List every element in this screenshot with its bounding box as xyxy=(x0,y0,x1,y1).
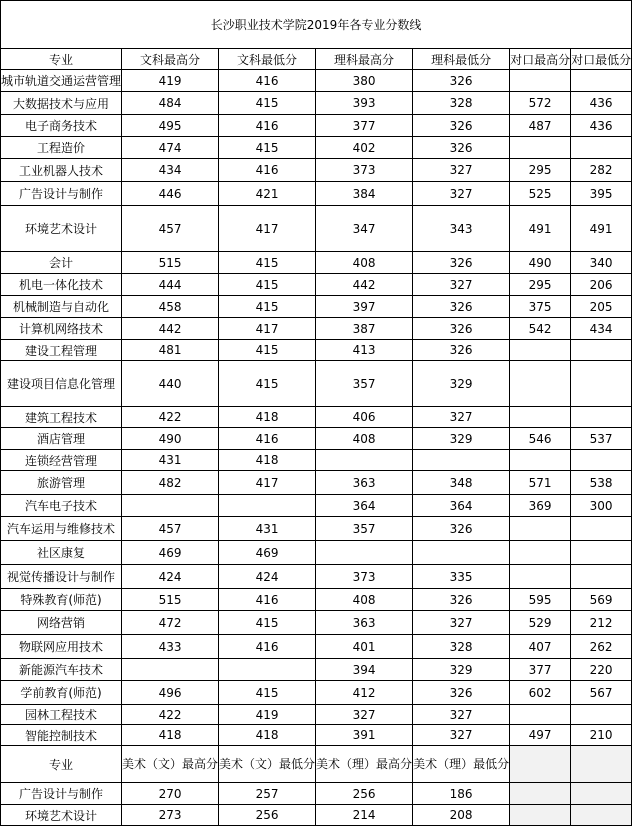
science-min-cell: 329 xyxy=(413,659,510,681)
art-header-major: 专业 xyxy=(1,746,122,783)
arts-max-cell: 422 xyxy=(122,705,219,725)
science-max-cell: 442 xyxy=(316,274,413,296)
major-name: 园林工程技术 xyxy=(1,705,122,725)
science-min-cell: 327 xyxy=(413,407,510,428)
vocational-max-cell: 407 xyxy=(510,635,571,659)
vocational-min-cell: 340 xyxy=(571,252,632,274)
art-arts-min-cell: 257 xyxy=(219,783,316,805)
major-name: 物联网应用技术 xyxy=(1,635,122,659)
science-min-cell: 327 xyxy=(413,274,510,296)
science-max-cell: 347 xyxy=(316,206,413,252)
vocational-min-cell: 205 xyxy=(571,296,632,318)
major-name: 机械制造与自动化 xyxy=(1,296,122,318)
vocational-max-cell: 491 xyxy=(510,206,571,252)
vocational-max-cell: 490 xyxy=(510,252,571,274)
arts-max-cell xyxy=(122,495,219,517)
arts-min-cell: 417 xyxy=(219,471,316,495)
science-max-cell: 363 xyxy=(316,471,413,495)
arts-max-cell: 484 xyxy=(122,92,219,115)
art-science-min-cell: 186 xyxy=(413,783,510,805)
arts-min-cell: 416 xyxy=(219,589,316,611)
science-min-cell: 328 xyxy=(413,92,510,115)
table-row xyxy=(1,318,632,340)
empty-cell xyxy=(571,783,632,805)
vocational-max-cell: 377 xyxy=(510,659,571,681)
science-max-cell: 394 xyxy=(316,659,413,681)
vocational-max-cell xyxy=(510,137,571,159)
major-name: 视觉传播设计与制作 xyxy=(1,565,122,589)
science-min-cell: 326 xyxy=(413,115,510,137)
science-max-cell: 401 xyxy=(316,635,413,659)
art-arts-max-cell: 270 xyxy=(122,783,219,805)
header-major: 专业 xyxy=(1,49,122,70)
vocational-min-cell: 210 xyxy=(571,725,632,746)
header-art-science-min: 美术（理）最低分 xyxy=(413,746,510,783)
table-row xyxy=(1,681,632,705)
art-arts-min-cell: 256 xyxy=(219,805,316,826)
vocational-min-cell: 206 xyxy=(571,274,632,296)
arts-max-cell: 472 xyxy=(122,611,219,635)
vocational-max-cell: 546 xyxy=(510,428,571,450)
table-row xyxy=(1,182,632,206)
arts-min-cell: 415 xyxy=(219,252,316,274)
art-science-max-cell: 214 xyxy=(316,805,413,826)
arts-max-cell xyxy=(122,659,219,681)
table-row xyxy=(1,137,632,159)
major-name: 智能控制技术 xyxy=(1,725,122,746)
table-row xyxy=(1,635,632,659)
arts-max-cell: 474 xyxy=(122,137,219,159)
vocational-max-cell xyxy=(510,407,571,428)
science-min-cell: 326 xyxy=(413,70,510,92)
arts-max-cell: 442 xyxy=(122,318,219,340)
header-arts-max: 文科最高分 xyxy=(122,49,219,70)
arts-max-cell: 469 xyxy=(122,541,219,565)
science-max-cell: 387 xyxy=(316,318,413,340)
major-name: 社区康复 xyxy=(1,541,122,565)
arts-min-cell: 431 xyxy=(219,517,316,541)
major-name: 连锁经营管理 xyxy=(1,450,122,471)
vocational-max-cell xyxy=(510,705,571,725)
science-min-cell: 335 xyxy=(413,565,510,589)
vocational-min-cell xyxy=(571,70,632,92)
major-name: 网络营销 xyxy=(1,611,122,635)
science-min-cell: 327 xyxy=(413,159,510,182)
vocational-min-cell xyxy=(571,565,632,589)
major-name: 建设项目信息化管理 xyxy=(1,361,122,407)
science-min-cell: 326 xyxy=(413,252,510,274)
arts-max-cell: 446 xyxy=(122,182,219,206)
vocational-max-cell: 529 xyxy=(510,611,571,635)
vocational-min-cell xyxy=(571,361,632,407)
table-row xyxy=(1,296,632,318)
vocational-min-cell xyxy=(571,705,632,725)
header-row xyxy=(1,49,632,70)
arts-min-cell: 416 xyxy=(219,159,316,182)
table-row xyxy=(1,361,632,407)
header-art-science-max: 美术（理）最高分 xyxy=(316,746,413,783)
science-max-cell: 397 xyxy=(316,296,413,318)
table-row xyxy=(1,725,632,746)
art-table-row xyxy=(1,805,632,826)
arts-max-cell: 434 xyxy=(122,159,219,182)
science-max-cell: 357 xyxy=(316,517,413,541)
vocational-max-cell: 595 xyxy=(510,589,571,611)
science-min-cell: 326 xyxy=(413,681,510,705)
arts-max-cell: 424 xyxy=(122,565,219,589)
major-name: 环境艺术设计 xyxy=(1,206,122,252)
arts-max-cell: 419 xyxy=(122,70,219,92)
vocational-max-cell: 542 xyxy=(510,318,571,340)
vocational-max-cell xyxy=(510,70,571,92)
major-name: 建筑工程技术 xyxy=(1,407,122,428)
arts-min-cell: 417 xyxy=(219,206,316,252)
arts-min-cell: 415 xyxy=(219,296,316,318)
title-row xyxy=(1,1,632,49)
arts-max-cell: 440 xyxy=(122,361,219,407)
science-min-cell: 326 xyxy=(413,589,510,611)
header-vocational-max: 对口最高分 xyxy=(510,49,571,70)
arts-min-cell: 419 xyxy=(219,705,316,725)
vocational-max-cell: 525 xyxy=(510,182,571,206)
vocational-max-cell xyxy=(510,361,571,407)
science-min-cell: 329 xyxy=(413,361,510,407)
empty-cell xyxy=(510,805,571,826)
vocational-max-cell: 295 xyxy=(510,159,571,182)
table-row xyxy=(1,611,632,635)
science-min-cell: 327 xyxy=(413,705,510,725)
vocational-min-cell: 537 xyxy=(571,428,632,450)
science-min-cell xyxy=(413,541,510,565)
arts-min-cell: 424 xyxy=(219,565,316,589)
arts-max-cell: 490 xyxy=(122,428,219,450)
arts-min-cell: 418 xyxy=(219,407,316,428)
vocational-max-cell xyxy=(510,517,571,541)
vocational-max-cell xyxy=(510,541,571,565)
arts-min-cell: 415 xyxy=(219,361,316,407)
table-row xyxy=(1,428,632,450)
arts-min-cell: 415 xyxy=(219,137,316,159)
science-max-cell: 377 xyxy=(316,115,413,137)
table-row xyxy=(1,659,632,681)
art-arts-max-cell: 273 xyxy=(122,805,219,826)
major-name: 广告设计与制作 xyxy=(1,182,122,206)
science-max-cell: 406 xyxy=(316,407,413,428)
arts-max-cell: 515 xyxy=(122,589,219,611)
table-row xyxy=(1,495,632,517)
score-table-body xyxy=(1,1,632,826)
arts-min-cell: 417 xyxy=(219,318,316,340)
art-header-row xyxy=(1,746,632,783)
arts-max-cell: 495 xyxy=(122,115,219,137)
art-science-min-cell: 208 xyxy=(413,805,510,826)
vocational-min-cell: 491 xyxy=(571,206,632,252)
vocational-min-cell: 569 xyxy=(571,589,632,611)
major-name: 城市轨道交通运营管理 xyxy=(1,70,122,92)
header-art-arts-max: 美术（文）最高分 xyxy=(122,746,219,783)
table-row xyxy=(1,92,632,115)
arts-max-cell: 496 xyxy=(122,681,219,705)
table-row xyxy=(1,541,632,565)
vocational-max-cell: 487 xyxy=(510,115,571,137)
vocational-min-cell: 220 xyxy=(571,659,632,681)
science-max-cell: 380 xyxy=(316,70,413,92)
vocational-min-cell xyxy=(571,517,632,541)
science-min-cell: 326 xyxy=(413,137,510,159)
science-min-cell: 327 xyxy=(413,725,510,746)
major-name: 工业机器人技术 xyxy=(1,159,122,182)
science-max-cell: 393 xyxy=(316,92,413,115)
vocational-max-cell: 295 xyxy=(510,274,571,296)
arts-max-cell: 444 xyxy=(122,274,219,296)
science-max-cell: 373 xyxy=(316,159,413,182)
science-min-cell: 327 xyxy=(413,611,510,635)
major-name: 汽车电子技术 xyxy=(1,495,122,517)
vocational-min-cell xyxy=(571,137,632,159)
science-min-cell: 364 xyxy=(413,495,510,517)
science-max-cell: 327 xyxy=(316,705,413,725)
arts-min-cell: 416 xyxy=(219,635,316,659)
science-max-cell: 408 xyxy=(316,428,413,450)
arts-max-cell: 515 xyxy=(122,252,219,274)
art-table-row xyxy=(1,783,632,805)
science-min-cell: 328 xyxy=(413,635,510,659)
arts-min-cell xyxy=(219,659,316,681)
vocational-max-cell xyxy=(510,450,571,471)
arts-min-cell: 415 xyxy=(219,274,316,296)
science-min-cell: 348 xyxy=(413,471,510,495)
major-name: 会计 xyxy=(1,252,122,274)
vocational-min-cell xyxy=(571,407,632,428)
arts-max-cell: 457 xyxy=(122,517,219,541)
table-row xyxy=(1,70,632,92)
vocational-max-cell: 497 xyxy=(510,725,571,746)
science-min-cell: 326 xyxy=(413,296,510,318)
vocational-min-cell: 395 xyxy=(571,182,632,206)
science-max-cell: 412 xyxy=(316,681,413,705)
arts-max-cell: 481 xyxy=(122,340,219,361)
major-name: 工程造价 xyxy=(1,137,122,159)
table-row xyxy=(1,252,632,274)
science-max-cell xyxy=(316,450,413,471)
table-row xyxy=(1,471,632,495)
sheet-title: 长沙职业技术学院2019年各专业分数线 xyxy=(1,1,632,49)
science-max-cell: 413 xyxy=(316,340,413,361)
empty-cell xyxy=(571,805,632,826)
vocational-min-cell: 567 xyxy=(571,681,632,705)
header-science-min: 理科最低分 xyxy=(413,49,510,70)
science-max-cell: 391 xyxy=(316,725,413,746)
arts-min-cell: 415 xyxy=(219,681,316,705)
header-arts-min: 文科最低分 xyxy=(219,49,316,70)
vocational-min-cell xyxy=(571,450,632,471)
arts-min-cell: 421 xyxy=(219,182,316,206)
major-name: 机电一体化技术 xyxy=(1,274,122,296)
table-row xyxy=(1,159,632,182)
header-science-max: 理科最高分 xyxy=(316,49,413,70)
science-max-cell: 364 xyxy=(316,495,413,517)
major-name: 环境艺术设计 xyxy=(1,805,122,826)
vocational-min-cell xyxy=(571,541,632,565)
major-name: 电子商务技术 xyxy=(1,115,122,137)
science-min-cell: 326 xyxy=(413,517,510,541)
empty-cell xyxy=(571,746,632,783)
arts-min-cell: 416 xyxy=(219,115,316,137)
major-name: 大数据技术与应用 xyxy=(1,92,122,115)
arts-max-cell: 457 xyxy=(122,206,219,252)
vocational-min-cell: 538 xyxy=(571,471,632,495)
table-row xyxy=(1,206,632,252)
header-art-arts-min: 美术（文）最低分 xyxy=(219,746,316,783)
vocational-max-cell xyxy=(510,340,571,361)
science-min-cell: 326 xyxy=(413,340,510,361)
arts-max-cell: 422 xyxy=(122,407,219,428)
vocational-min-cell: 434 xyxy=(571,318,632,340)
vocational-min-cell: 300 xyxy=(571,495,632,517)
table-row xyxy=(1,115,632,137)
vocational-min-cell xyxy=(571,340,632,361)
science-max-cell: 408 xyxy=(316,589,413,611)
major-name: 计算机网络技术 xyxy=(1,318,122,340)
table-row xyxy=(1,517,632,541)
science-max-cell: 363 xyxy=(316,611,413,635)
table-row xyxy=(1,589,632,611)
arts-max-cell: 431 xyxy=(122,450,219,471)
science-min-cell: 326 xyxy=(413,318,510,340)
table-row xyxy=(1,340,632,361)
arts-min-cell: 415 xyxy=(219,92,316,115)
arts-max-cell: 482 xyxy=(122,471,219,495)
header-vocational-min: 对口最低分 xyxy=(571,49,632,70)
major-name: 广告设计与制作 xyxy=(1,783,122,805)
arts-min-cell: 415 xyxy=(219,340,316,361)
arts-min-cell: 416 xyxy=(219,70,316,92)
vocational-min-cell: 436 xyxy=(571,115,632,137)
science-max-cell xyxy=(316,541,413,565)
empty-cell xyxy=(510,746,571,783)
arts-min-cell: 418 xyxy=(219,725,316,746)
vocational-min-cell: 262 xyxy=(571,635,632,659)
science-min-cell xyxy=(413,450,510,471)
arts-min-cell xyxy=(219,495,316,517)
major-name: 酒店管理 xyxy=(1,428,122,450)
vocational-max-cell: 369 xyxy=(510,495,571,517)
vocational-max-cell: 602 xyxy=(510,681,571,705)
science-max-cell: 357 xyxy=(316,361,413,407)
table-row xyxy=(1,274,632,296)
major-name: 汽车运用与维修技术 xyxy=(1,517,122,541)
arts-max-cell: 418 xyxy=(122,725,219,746)
major-name: 特殊教育(师范) xyxy=(1,589,122,611)
science-max-cell: 384 xyxy=(316,182,413,206)
major-name: 学前教育(师范) xyxy=(1,681,122,705)
arts-min-cell: 469 xyxy=(219,541,316,565)
vocational-max-cell: 572 xyxy=(510,92,571,115)
science-max-cell: 373 xyxy=(316,565,413,589)
major-name: 新能源汽车技术 xyxy=(1,659,122,681)
science-min-cell: 329 xyxy=(413,428,510,450)
vocational-max-cell: 571 xyxy=(510,471,571,495)
science-min-cell: 327 xyxy=(413,182,510,206)
vocational-max-cell xyxy=(510,565,571,589)
science-max-cell: 402 xyxy=(316,137,413,159)
vocational-min-cell: 436 xyxy=(571,92,632,115)
table-row xyxy=(1,450,632,471)
vocational-max-cell: 375 xyxy=(510,296,571,318)
vocational-min-cell: 282 xyxy=(571,159,632,182)
arts-min-cell: 418 xyxy=(219,450,316,471)
arts-max-cell: 433 xyxy=(122,635,219,659)
science-max-cell: 408 xyxy=(316,252,413,274)
major-name: 旅游管理 xyxy=(1,471,122,495)
arts-min-cell: 416 xyxy=(219,428,316,450)
art-science-max-cell: 256 xyxy=(316,783,413,805)
table-row xyxy=(1,565,632,589)
empty-cell xyxy=(510,783,571,805)
arts-max-cell: 458 xyxy=(122,296,219,318)
table-row xyxy=(1,705,632,725)
major-name: 建设工程管理 xyxy=(1,340,122,361)
vocational-min-cell: 212 xyxy=(571,611,632,635)
table-row xyxy=(1,407,632,428)
science-min-cell: 343 xyxy=(413,206,510,252)
arts-min-cell: 415 xyxy=(219,611,316,635)
